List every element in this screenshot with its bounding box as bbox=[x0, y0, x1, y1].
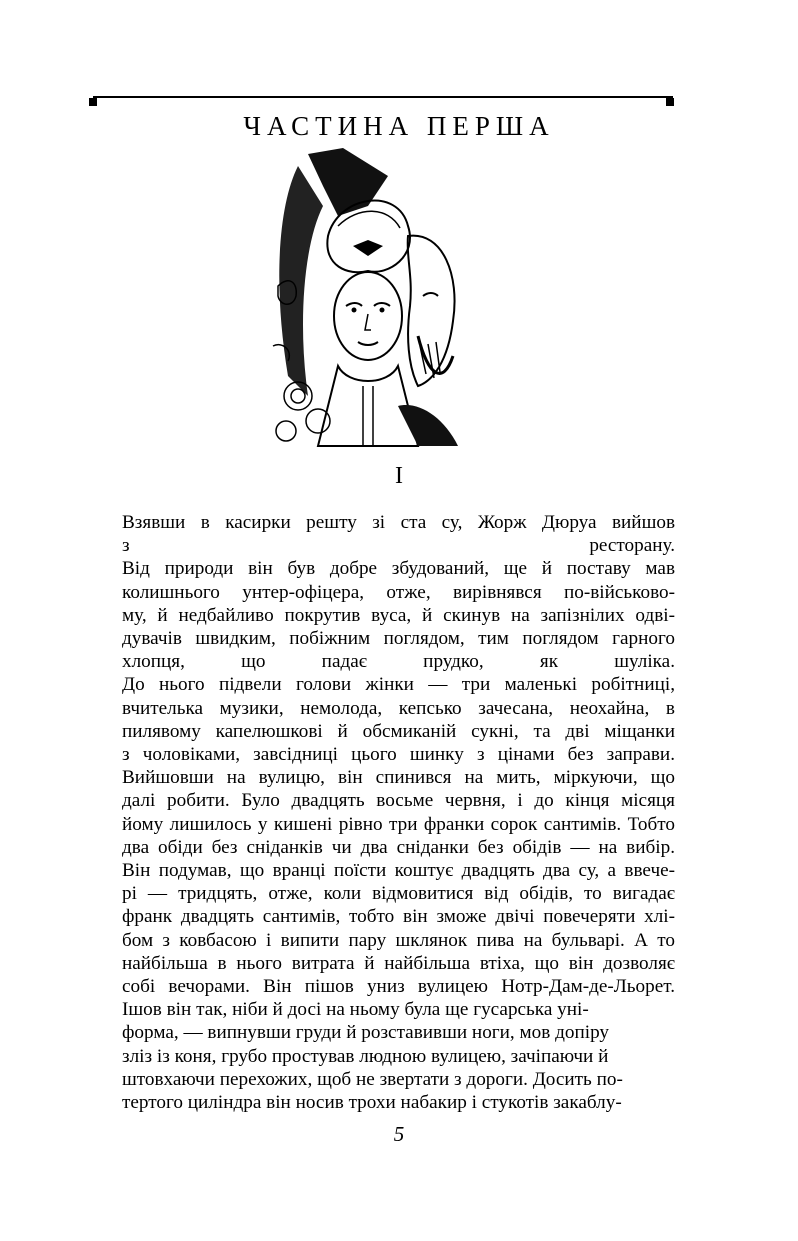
text-line: найбільша в нього витрата й найбільша втіха, що він дозволяє bbox=[122, 952, 675, 974]
text-line: далі робити. Було двадцять восьме червня, і до кінця місяця bbox=[122, 790, 675, 812]
text-line: Він подумав, що вранці поїсти коштує двадцять два су, а ввече- bbox=[122, 860, 675, 882]
text-line: пилявому капелюшкові й обсмиканій сукні, та дві міщанки bbox=[122, 720, 675, 742]
text-line: му, й недбайливо покрутив вуса, й скинув на запізнілих одві- bbox=[122, 604, 675, 626]
paragraph bbox=[93, 673, 675, 766]
text-line: два обіди без сніданків чи два сніданки без обідів — на вибір. bbox=[122, 836, 675, 858]
text-line: йому лишилось у кишені рівно три франки сорок сантимів. Тобто bbox=[122, 813, 675, 835]
paragraph bbox=[93, 557, 675, 673]
page-number: 5 bbox=[393, 1122, 405, 1146]
text-line: Ішов він так, ніби й досі на ньому була ще гусарська уні- bbox=[122, 999, 589, 1021]
text-line: До нього підвели голови жінки — три маленькі робітниці, bbox=[122, 674, 675, 696]
part-title: ЧАСТИНА ПЕРША bbox=[243, 111, 555, 141]
text-line: собі вечорами. Він пішов униз вулицею Нотр-Дам-де-Льорет. bbox=[122, 976, 675, 998]
body-text bbox=[93, 511, 675, 1114]
chapter-number: I bbox=[395, 463, 403, 489]
text-line: Вийшовши на вулицю, він спинився на мить, міркуючи, що bbox=[122, 767, 675, 789]
text-line: дувачів швидким, побіжним поглядом, тим поглядом гарного bbox=[122, 628, 675, 650]
text-line: франк двадцять сантимів, тобто він зможе двічі повечеряти хлі- bbox=[122, 906, 675, 928]
text-line: бом з ковбасою і випити пару шклянок пива на бульварі. А то bbox=[122, 929, 675, 951]
text-line: з чоловіками, завсідниці цього шинку з цінами без заправи. bbox=[122, 744, 675, 766]
paragraph bbox=[93, 511, 675, 557]
text-line: рі — тридцять, отже, коли відмовитися від обідів, то вигадає bbox=[122, 883, 675, 905]
corner-square-right bbox=[666, 98, 674, 106]
text-line: колишнього унтер-офіцера, отже, вирівнявся по-військово- bbox=[122, 581, 675, 603]
illustration-image bbox=[268, 146, 464, 452]
text-line: штовхаючи перехожих, щоб не звертати з дороги. Досить по- bbox=[122, 1068, 623, 1090]
text-line: з ресторану. bbox=[122, 535, 675, 557]
corner-square-left bbox=[89, 98, 97, 106]
top-rule bbox=[93, 96, 673, 98]
paragraph bbox=[93, 766, 675, 998]
text-line: хлопця, що падає прудко, як шуліка. bbox=[122, 651, 675, 673]
text-line: форма, — випнувши груди й розставивши ноги, мов допіру bbox=[122, 1022, 610, 1044]
text-line: тертого циліндра він носив трохи набакир і стукотів закаблу- bbox=[122, 1092, 622, 1114]
text-line: Від природи він був добре збудований, ще й поставу мав bbox=[122, 558, 675, 580]
text-line: вчителька музики, немолода, кепсько зачесана, неохайна, в bbox=[122, 697, 675, 719]
text-line: зліз із коня, грубо простував людною вулицею, зачіпаючи й bbox=[122, 1045, 609, 1067]
paragraph bbox=[93, 998, 675, 1114]
text-line: Взявши в касирки решту зі ста су, Жорж Дюруа вийшов bbox=[122, 512, 675, 533]
